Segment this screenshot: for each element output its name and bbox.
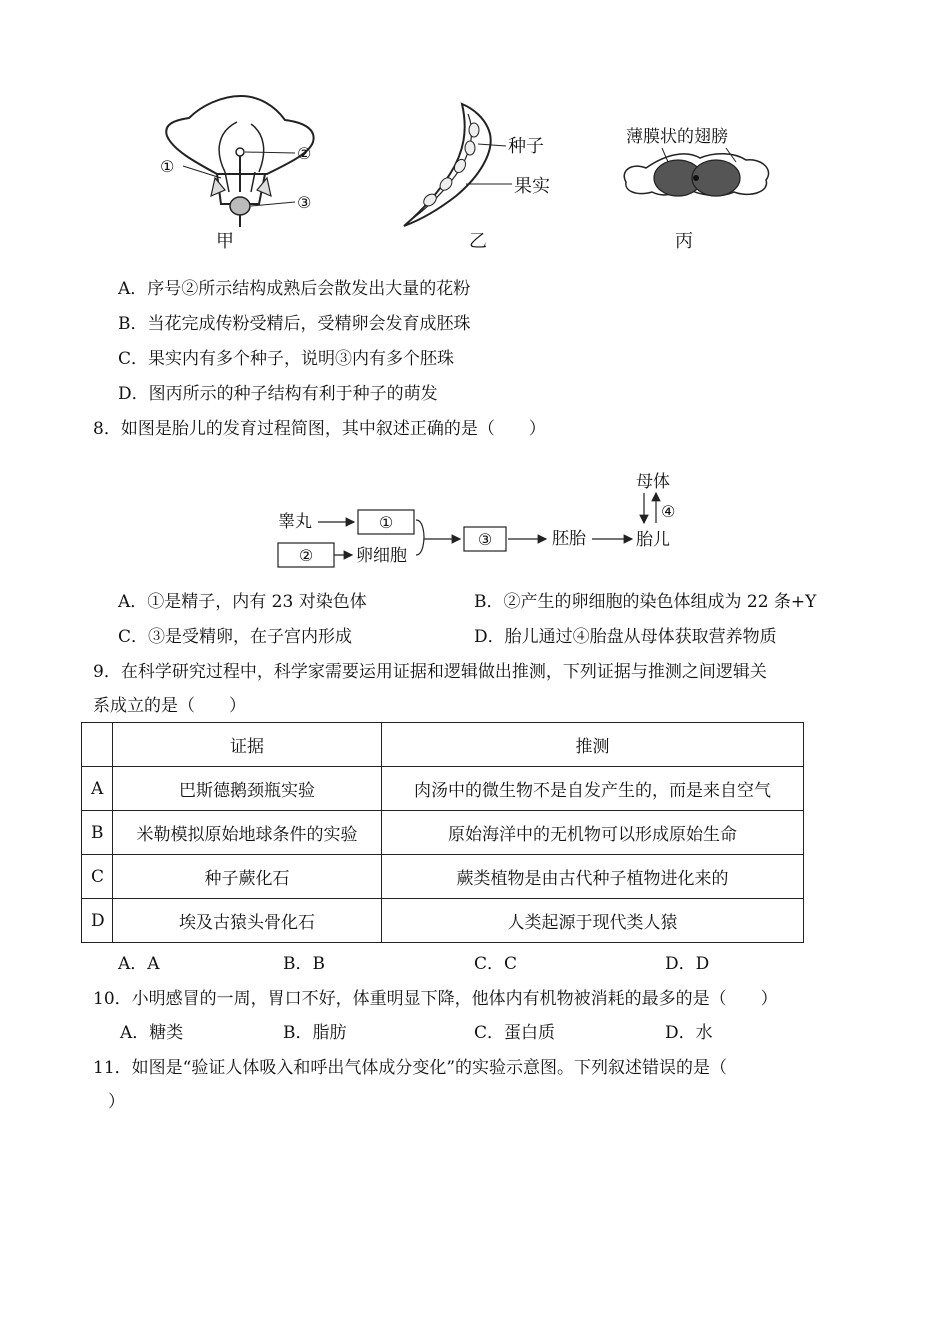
table-cell-inference: 蕨类植物是由古代种子植物进化来的 <box>382 855 804 899</box>
diagram-box-1: ① <box>378 513 394 532</box>
diagram-box-2: ② <box>298 546 314 565</box>
q9-table <box>81 722 804 943</box>
q9-option-a[interactable]: A．A <box>118 954 160 974</box>
table-cell-key: A <box>82 767 113 811</box>
table-row <box>82 811 804 855</box>
q8-stem: 8．如图是胎儿的发育过程简图，其中叙述正确的是（ ） <box>93 419 546 439</box>
table-header-evidence: 证据 <box>113 723 382 767</box>
table-cell-evidence: 米勒模拟原始地球条件的实验 <box>113 811 382 855</box>
diagram-egg: 卵细胞 <box>356 546 407 566</box>
q10-option-b[interactable]: B．脂肪 <box>283 1023 347 1043</box>
winged-seed-diagram <box>616 118 776 208</box>
flower-label-1: ① <box>160 157 175 176</box>
q11-stem-line2: ） <box>108 1092 125 1112</box>
q7-option-c[interactable]: C．果实内有多个种子，说明③内有多个胚珠 <box>118 349 455 369</box>
q9-option-c[interactable]: C．C <box>474 954 518 974</box>
q7-option-b[interactable]: B．当花完成传粉受精后，受精卵会发育成胚珠 <box>118 314 471 334</box>
q10-option-d[interactable]: D．水 <box>665 1023 713 1043</box>
q9-stem-line2: 系成立的是（ ） <box>93 696 246 716</box>
figure-caption-jia: 甲 <box>216 231 234 252</box>
table-header-key <box>82 723 113 767</box>
q9-stem-line1: 9．在科学研究过程中，科学家需要运用证据和逻辑做出推测，下列证据与推测之间逻辑关 <box>93 662 767 682</box>
table-cell-inference: 原始海洋中的无机物可以形成原始生命 <box>382 811 804 855</box>
flower-label-3: ③ <box>297 193 312 212</box>
flower-label-2: ② <box>297 144 312 163</box>
table-cell-inference: 肉汤中的微生物不是自发产生的，而是来自空气 <box>382 767 804 811</box>
q7-option-d[interactable]: D．图丙所示的种子结构有利于种子的萌发 <box>118 384 438 404</box>
winged-seed-label: 薄膜状的翅膀 <box>626 127 728 147</box>
table-header-row <box>82 723 804 767</box>
q10-option-a[interactable]: A．糖类 <box>120 1023 184 1043</box>
q9-option-d[interactable]: D．D <box>665 954 710 974</box>
pod-diagram <box>398 100 568 228</box>
figure-caption-bing: 丙 <box>675 231 693 252</box>
table-cell-evidence: 巴斯德鹅颈瓶实验 <box>113 767 382 811</box>
q8-option-c[interactable]: C．③是受精卵，在子宫内形成 <box>118 627 353 647</box>
table-cell-evidence: 种子蕨化石 <box>113 855 382 899</box>
fetal-development-diagram <box>270 465 690 575</box>
q10-option-c[interactable]: C．蛋白质 <box>474 1023 556 1043</box>
diagram-mother: 母体 <box>636 472 670 492</box>
q7-option-a[interactable]: A．序号②所示结构成熟后会散发出大量的花粉 <box>118 279 471 299</box>
q8-option-a[interactable]: A．①是精子，内有 23 对染色体 <box>118 592 367 612</box>
figure-caption-yi: 乙 <box>469 231 487 252</box>
table-cell-key: D <box>82 899 113 943</box>
pod-label-fruit: 果实 <box>514 176 550 197</box>
diagram-fetus: 胎儿 <box>636 530 670 550</box>
table-cell-key: B <box>82 811 113 855</box>
table-cell-inference: 人类起源于现代类人猿 <box>382 899 804 943</box>
table-cell-key: C <box>82 855 113 899</box>
table-header-inference: 推测 <box>382 723 804 767</box>
table-row <box>82 767 804 811</box>
pod-label-seed: 种子 <box>508 136 544 157</box>
table-row <box>82 899 804 943</box>
q8-option-b[interactable]: B．②产生的卵细胞的染色体组成为 22 条+Y <box>474 592 817 612</box>
flower-diagram <box>155 92 335 227</box>
diagram-arrow-4: ④ <box>661 502 676 521</box>
table-row <box>82 855 804 899</box>
q9-option-b[interactable]: B．B <box>283 954 325 974</box>
table-cell-evidence: 埃及古猿头骨化石 <box>113 899 382 943</box>
diagram-box-3: ③ <box>477 530 493 549</box>
q8-option-d[interactable]: D．胎儿通过④胎盘从母体获取营养物质 <box>474 627 777 647</box>
q10-stem: 10．小明感冒的一周，胃口不好，体重明显下降，他体内有机物被消耗的最多的是（ ） <box>93 989 778 1009</box>
diagram-testis: 睾丸 <box>278 512 312 532</box>
q11-stem-line1: 11．如图是“验证人体吸入和呼出气体成分变化”的实验示意图。下列叙述错误的是（ <box>93 1058 728 1078</box>
diagram-embryo: 胚胎 <box>552 529 586 549</box>
